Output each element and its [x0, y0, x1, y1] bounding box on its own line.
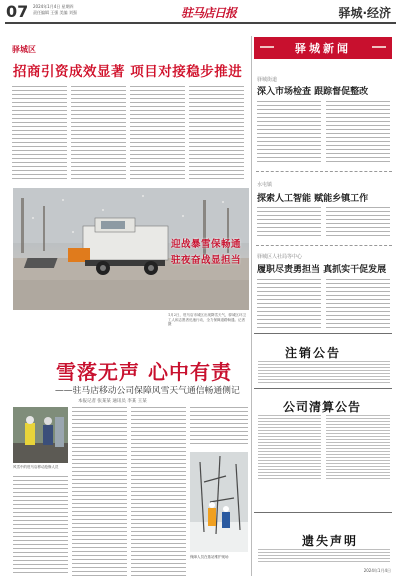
item1-separator [256, 171, 392, 172]
snow-plow-photo [13, 188, 249, 310]
notice1-body [258, 361, 390, 383]
snow-body-col4 [190, 407, 248, 447]
snow-body-col2 [72, 407, 127, 577]
banner-title: 驿城新闻 [295, 42, 351, 55]
editor-line: 责任编辑 王强 美编 刘强 [33, 10, 77, 15]
repair-caption-1: 风雪中的驻马店移动抢修人员 [13, 465, 59, 469]
item1-body-a [257, 101, 321, 165]
date-line: 2024年1月4日 星期四 [33, 4, 74, 9]
masthead-rule [5, 22, 396, 24]
item2-kicker: 水屯镇 [257, 182, 273, 188]
item2-title: 探索人工智能 赋能乡镇工作 [257, 194, 369, 204]
notice2-rule [254, 512, 392, 513]
notice2-body-a [258, 415, 321, 481]
photo-caption-overlay-2: 驻夜奋战显担当 [171, 255, 242, 266]
lead-headline: 招商引资成效显著 项目对接稳步推进 [13, 64, 243, 80]
snow-story-subheadline: ——驻马店移动公司保障风雪天气通信畅通侧记 [55, 386, 240, 396]
snow-body-col1 [13, 476, 68, 576]
repair-caption-2: 保障人员在基站维护现场 [190, 555, 229, 559]
repair-scene-2 [190, 452, 248, 552]
notice3-title: 遗失声明 [302, 534, 359, 548]
item1-title: 深入市场检查 跟踪督促整改 [257, 87, 369, 97]
snow-story-byline: 本报记者 张某某 通讯员 李某 王某 [78, 399, 147, 404]
lead-body-col2 [71, 86, 126, 182]
item3-kicker: 驿城区人社局等中心 [257, 254, 303, 260]
snow-story-headline: 雪落无声 心中有责 [56, 360, 232, 384]
item3-title: 履职尽责勇担当 真抓实干促发展 [257, 265, 387, 275]
lead-body-col4 [189, 86, 244, 182]
section-title: 驿城·经济 [338, 6, 391, 20]
lead-body-col3 [130, 86, 185, 182]
banner-ornament-left [260, 46, 274, 48]
notice3-body [258, 549, 390, 564]
notice2-title: 公司清算公告 [283, 400, 362, 414]
lead-body-col1 [12, 86, 67, 182]
notices-top-rule [254, 333, 392, 334]
repair-scene-1 [13, 407, 68, 463]
photo-caption-overlay-1: 迎战暴雪保畅通 [171, 239, 242, 250]
notice1-title: 注销公告 [285, 346, 342, 360]
photo-note-text: 1月2日，驻马店市城区出现降雪天气，驿城区环卫工人和志愿者迅速行动，全力保障道路畅通。记者 摄 [168, 313, 246, 327]
page-number: 07 [6, 2, 29, 21]
item1-kicker: 驿城街道 [257, 77, 278, 83]
repair-photo-1 [13, 407, 68, 463]
paper-logo: 驻马店日报 [181, 6, 237, 20]
column-divider [251, 36, 252, 576]
item2-separator [256, 245, 392, 246]
item2-body-b [326, 207, 390, 239]
item3-body-a [257, 279, 321, 329]
item2-body-a [257, 207, 321, 239]
notice2-body-b [326, 415, 390, 481]
banner-ornament-right [372, 46, 386, 48]
notice-date: 2024年1月4日 [363, 568, 391, 573]
notice1-rule [254, 388, 392, 389]
repair-photo-2 [190, 452, 248, 552]
district-kicker: 驿城区 [12, 45, 36, 54]
snow-body-col3 [131, 407, 186, 577]
news-banner [254, 37, 392, 59]
item1-body-b [326, 101, 390, 165]
item3-body-b [326, 279, 390, 329]
